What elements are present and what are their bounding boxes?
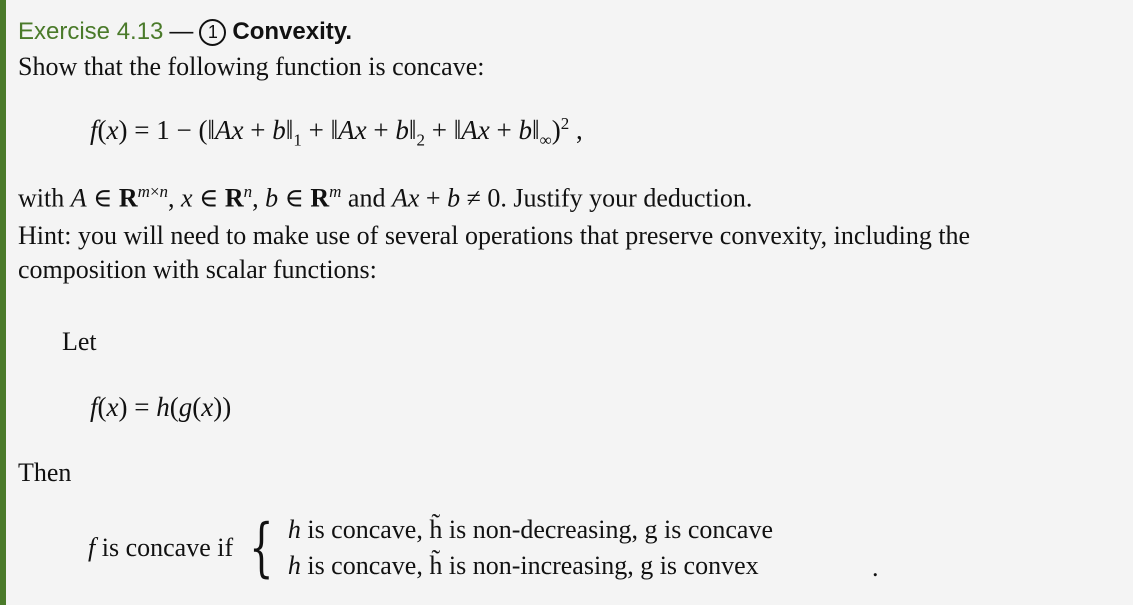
title-dash: — xyxy=(169,18,194,45)
exercise-topic: Convexity. xyxy=(232,18,352,45)
accent-bar xyxy=(0,0,6,605)
trailing-period: . xyxy=(872,553,879,582)
exercise-title xyxy=(18,14,352,50)
hint-line-1: Hint: you will need to make use of several operations that preserve convexity, including the xyxy=(18,221,971,250)
concavity-conditions xyxy=(88,512,773,584)
hint-line-2: composition with scalar functions: xyxy=(18,255,377,284)
condition-case-1: h is concave, h̃ is non-decreasing, g is concave xyxy=(287,515,774,544)
conditions-cases xyxy=(288,512,773,584)
let-label: Let xyxy=(62,327,97,356)
intro-text: Show that the following function is concave: xyxy=(18,52,485,81)
exercise-number: Exercise 4.13 xyxy=(18,18,164,45)
then-label: Then xyxy=(18,458,72,487)
condition-case-2: h is concave, h̃ is non-increasing, g is convex xyxy=(287,551,759,580)
difficulty-badge: 1 xyxy=(199,19,226,46)
conditions-label: f is concave if xyxy=(88,533,234,562)
function-definition: f(x) = 1 − (‖Ax + $b‖_1$ + ‖Ax + $b‖_2$ + ‖Ax + $b‖_\infty)^2$ , xyxy=(90,114,583,150)
domain-statement: with A ∈ $R^{m\times n}$, x ∈ $R^n$, b ∈ $R^m$ and Ax + b ≠ 0. Justify your deduction. xyxy=(18,182,753,213)
composition-definition: f(x) = h(g(x)) xyxy=(90,392,232,422)
left-brace: { xyxy=(249,511,274,585)
